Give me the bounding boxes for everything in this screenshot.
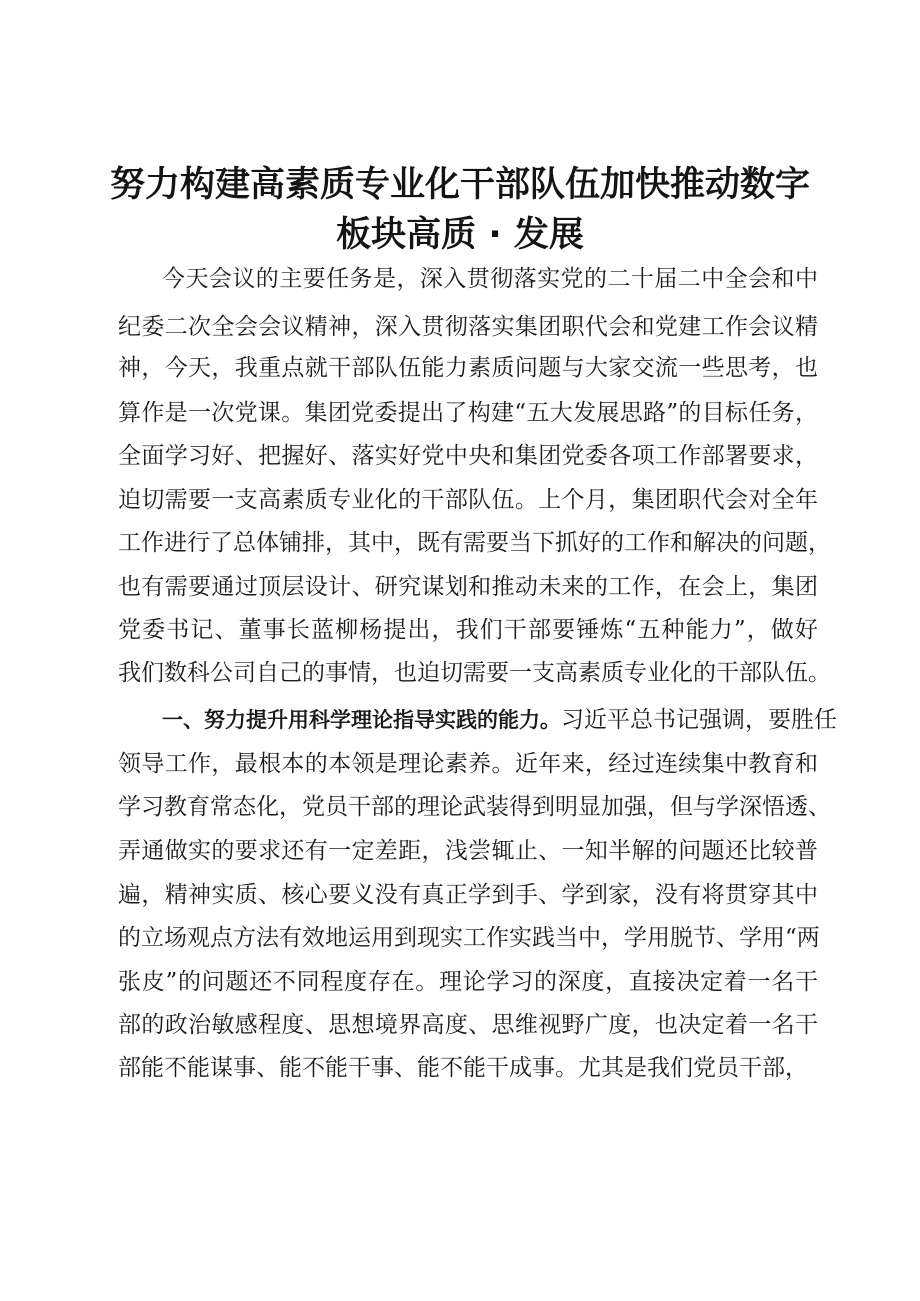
- paragraph-2-line: 部能不能谋事、能不能干事、能不能干成事。尤其是我们党员干部，: [118, 1055, 808, 1081]
- paragraph-1-line: 纪委二次全会会议精神，深入贯彻落实集团职代会和党建工作会议精: [118, 314, 818, 340]
- paragraph-2-line: 张皮”的问题还不同程度存在。理论学习的深度，直接决定着一名干: [118, 969, 818, 995]
- paragraph-1-line: 党委书记、董事长蓝柳杨提出，我们干部要锤炼“五种能力”，做好: [118, 617, 818, 643]
- paragraph-1-line: 也有需要通过顶层设计、研究谋划和推动未来的工作，在会上，集团: [118, 574, 818, 600]
- paragraph-2-first-line-text: 习近平总书记强调，要胜任: [561, 707, 837, 733]
- paragraph-2-line: 学习教育常态化，党员干部的理论武装得到明显加强，但与学深悟透、: [118, 794, 831, 820]
- section-heading: 一、努力提升用科学理论指导实践的能力。: [162, 708, 561, 732]
- paragraph-2-line: 部的政治敏感程度、思想境界高度、思维视野广度，也决定着一名干: [118, 1012, 818, 1038]
- paragraph-2-line: 的立场观点方法有效地运用到现实工作实践当中，学用脱节、学用“两: [118, 925, 820, 951]
- paragraph-1-line: 我们数科公司自己的事情，也迫切需要一支高素质专业化的干部队伍。: [118, 660, 831, 686]
- paragraph-1-line: 工作进行了总体铺排，其中，既有需要当下抓好的工作和解决的问题，: [118, 530, 831, 556]
- paragraph-1-line: 全面学习好、把握好、落实好党中央和集团党委各项工作部署要求，: [118, 443, 818, 469]
- paragraph-1-line: 神，今天，我重点就干部队伍能力素质问题与大家交流一些思考，也: [118, 355, 818, 381]
- paragraph-2-line: 领导工作，最根本的本领是理论素养。近年来，经过连续集中教育和: [118, 751, 818, 777]
- paragraph-2-line: 弄通做实的要求还有一定差距，浅尝辄止、一知半解的问题还比较普: [118, 838, 818, 864]
- paragraph-2-first-line: [162, 704, 837, 736]
- document-title-line-2: 板块高质 · 发展: [336, 215, 584, 255]
- paragraph-1-line: 算作是一次党课。集团党委提出了构建“五大发展思路”的目标任务，: [118, 400, 818, 426]
- document-title-line-1: 努力构建高素质专业化干部队伍加快推动数字: [109, 165, 810, 205]
- paragraph-1-line: 迫切需要一支高素质专业化的干部队伍。上个月，集团职代会对全年: [118, 487, 818, 513]
- paragraph-2-line: 遍，精神实质、核心要义没有真正学到手、学到家，没有将贯穿其中: [118, 882, 818, 908]
- paragraph-1-line: 今天会议的主要任务是，深入贯彻落实党的二十届二中全会和中: [162, 266, 818, 292]
